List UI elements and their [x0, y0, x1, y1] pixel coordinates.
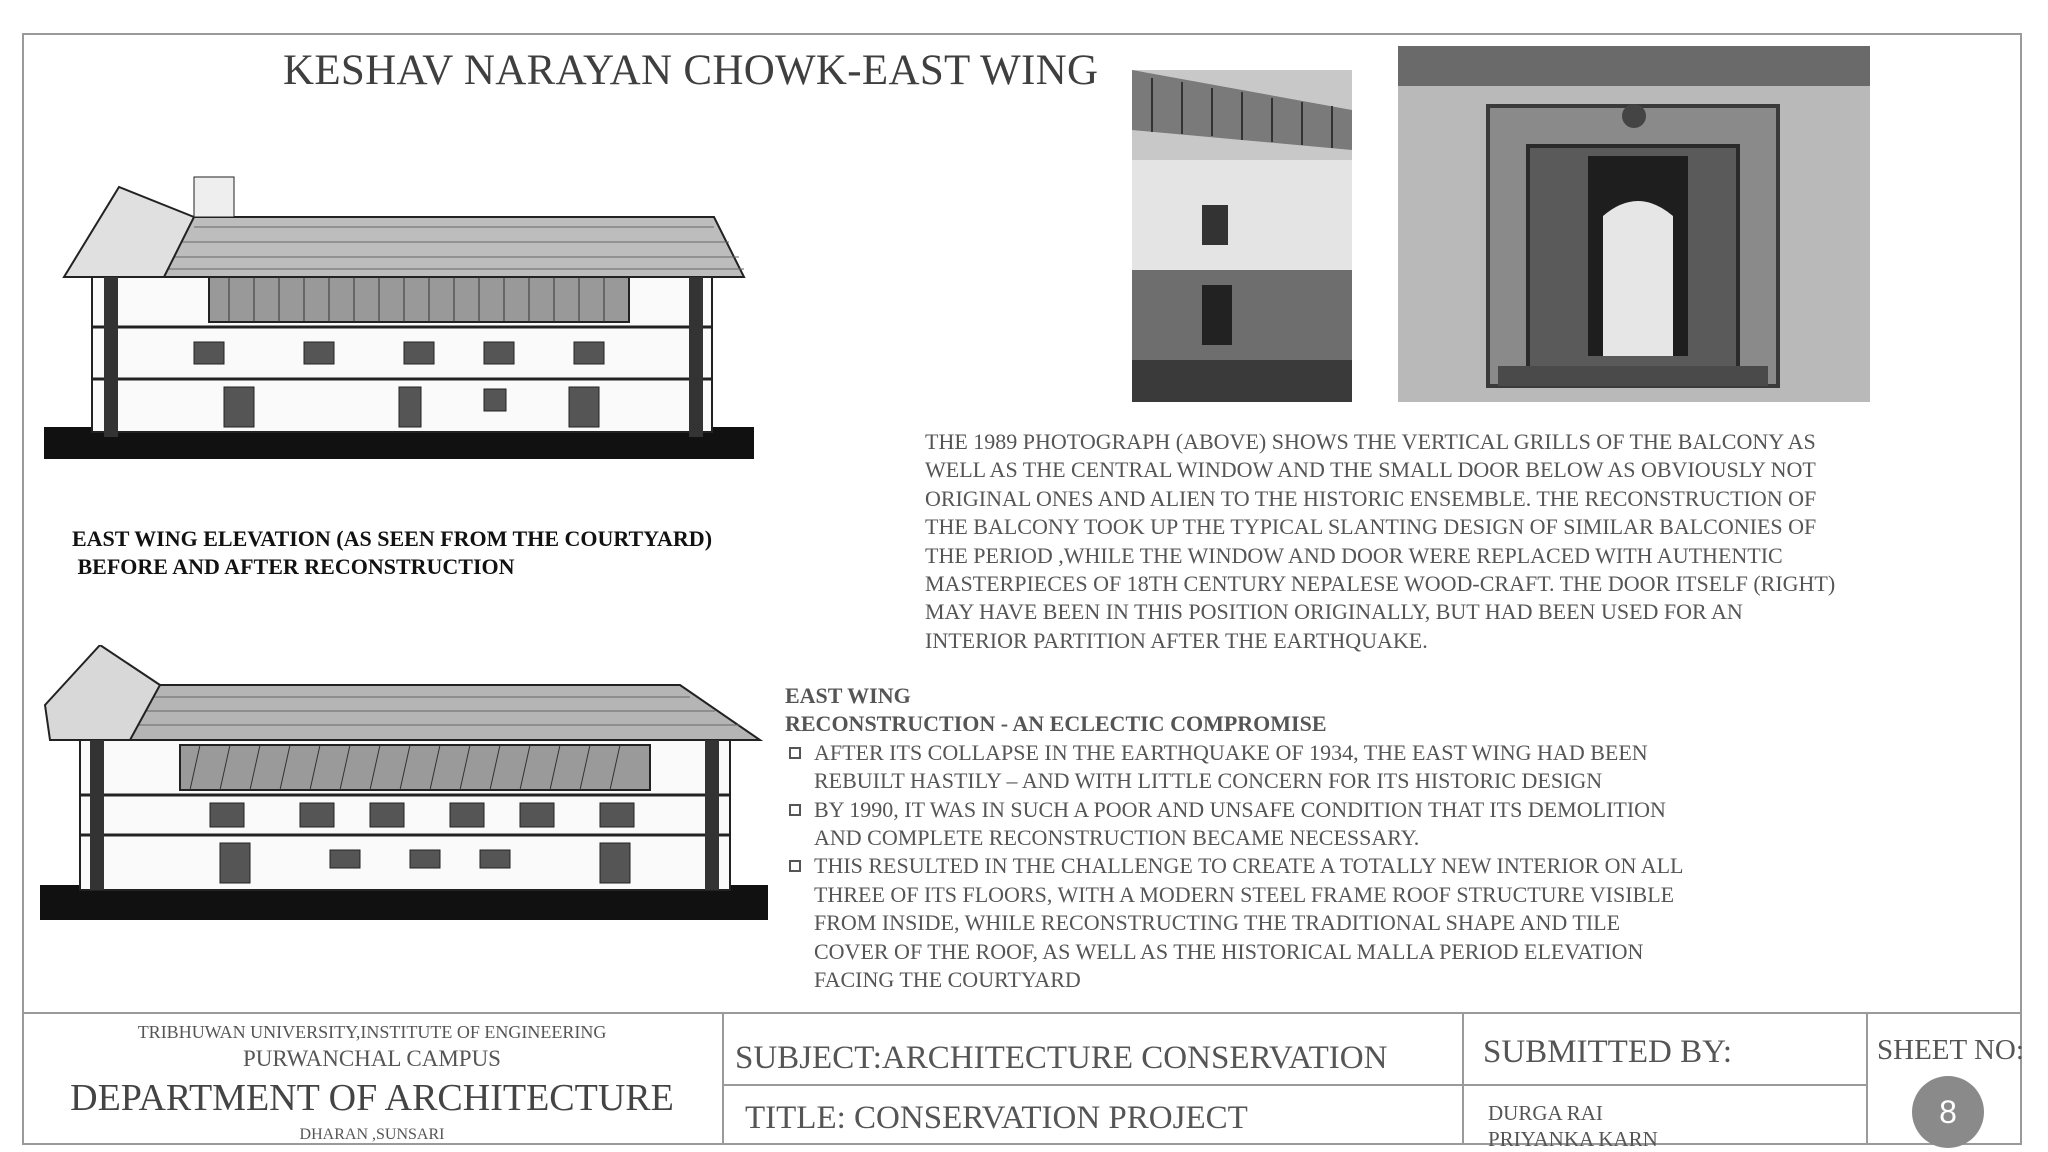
- submitter-name: PRIYANKA KARN: [1488, 1127, 1658, 1151]
- east-wing-section: [785, 682, 1785, 994]
- submitter-name: DURGA RAI: [1488, 1101, 1603, 1125]
- bullet-item: [785, 796, 1785, 853]
- photo-carved-door: [1398, 46, 1870, 402]
- bullet-line: REBUILT HASTILY – AND WITH LITTLE CONCERN FOR ITS HISTORIC DESIGN: [814, 768, 1603, 794]
- submitter-names: [1488, 1100, 1658, 1152]
- caption-line-1: EAST WING ELEVATION (AS SEEN FROM THE COURTYARD): [72, 526, 713, 551]
- bullet-line: BY 1990, IT WAS IN SUCH A POOR AND UNSAFE CONDITION THAT ITS DEMOLITION: [814, 796, 1666, 822]
- elevation-caption: [72, 525, 712, 581]
- photo-1989-balcony: [1132, 70, 1352, 402]
- divider: [1462, 1014, 1464, 1145]
- paragraph-line: MASTERPIECES OF 18TH CENTURY NEPALESE WOOD-CRAFT. THE DOOR ITSELF (RIGHT): [925, 571, 1836, 597]
- sheet-number-badge: 8: [1912, 1076, 1984, 1148]
- title-block: [22, 1012, 2024, 1151]
- bullet-item: [785, 739, 1785, 796]
- section-heading: EAST WING: [785, 683, 911, 708]
- department-name: DEPARTMENT OF ARCHITECTURE: [70, 1077, 674, 1119]
- checkbox-bullet-icon: [789, 804, 801, 816]
- bullet-line: FROM INSIDE, WHILE RECONSTRUCTING THE TRADITIONAL SHAPE AND TILE: [814, 910, 1621, 936]
- checkbox-bullet-icon: [789, 860, 801, 872]
- elevation-drawing-before: [44, 147, 754, 459]
- paragraph-line: THE PERIOD ,WHILE THE WINDOW AND DOOR WERE REPLACED WITH AUTHENTIC: [925, 542, 1783, 568]
- divider: [1866, 1014, 1868, 1145]
- bullet-line: AND COMPLETE RECONSTRUCTION BECAME NECESSARY.: [814, 825, 1420, 851]
- page-title: KESHAV NARAYAN CHOWK-EAST WING: [283, 47, 1099, 94]
- paragraph-line: WELL AS THE CENTRAL WINDOW AND THE SMALL DOOR BELOW AS OBVIOUSLY NOT: [925, 457, 1816, 483]
- campus-name: PURWANCHAL CAMPUS: [243, 1046, 501, 1071]
- paragraph-line: THE BALCONY TOOK UP THE TYPICAL SLANTING DESIGN OF SIMILAR BALCONIES OF: [925, 514, 1817, 540]
- paragraph-line: MAY HAVE BEEN IN THIS POSITION ORIGINALLY, BUT HAD BEEN USED FOR AN: [925, 599, 1743, 625]
- bullet-line: THREE OF ITS FLOORS, WITH A MODERN STEEL FRAME ROOF STRUCTURE VISIBLE: [814, 881, 1675, 907]
- divider: [724, 1084, 1866, 1086]
- bullet-line: COVER OF THE ROOF, AS WELL AS THE HISTORICAL MALLA PERIOD ELEVATION: [814, 938, 1644, 964]
- paragraph-line: ORIGINAL ONES AND ALIEN TO THE HISTORIC ENSEMBLE. THE RECONSTRUCTION OF: [925, 485, 1817, 511]
- paragraph-line: INTERIOR PARTITION AFTER THE EARTHQUAKE.: [925, 627, 1428, 653]
- location: DHARAN ,SUNSARI: [299, 1126, 445, 1143]
- subject-label: SUBJECT:ARCHITECTURE CONSERVATION: [735, 1040, 1388, 1076]
- bullet-line: THIS RESULTED IN THE CHALLENGE TO CREATE A TOTALLY NEW INTERIOR ON ALL: [814, 853, 1684, 879]
- photo-description-paragraph: [925, 428, 1945, 655]
- bullet-line: AFTER ITS COLLAPSE IN THE EARTHQUAKE OF 1934, THE EAST WING HAD BEEN: [814, 739, 1648, 765]
- checkbox-bullet-icon: [789, 747, 801, 759]
- caption-line-2: BEFORE AND AFTER RECONSTRUCTION: [72, 554, 515, 579]
- bullet-item: [785, 852, 1785, 994]
- project-title: TITLE: CONSERVATION PROJECT: [745, 1100, 1248, 1136]
- section-subheading: RECONSTRUCTION - AN ECLECTIC COMPROMISE: [785, 711, 1327, 737]
- university-name: TRIBHUWAN UNIVERSITY,INSTITUTE OF ENGINEERING: [137, 1022, 607, 1042]
- sheet-number-label: SHEET NO:: [1877, 1034, 2024, 1066]
- elevation-drawing-after: [40, 645, 768, 920]
- divider: [722, 1014, 724, 1145]
- paragraph-line: THE 1989 PHOTOGRAPH (ABOVE) SHOWS THE VERTICAL GRILLS OF THE BALCONY AS: [925, 429, 1816, 454]
- submitted-by-label: SUBMITTED BY:: [1483, 1034, 1733, 1070]
- bullet-line: FACING THE COURTYARD: [814, 967, 1081, 993]
